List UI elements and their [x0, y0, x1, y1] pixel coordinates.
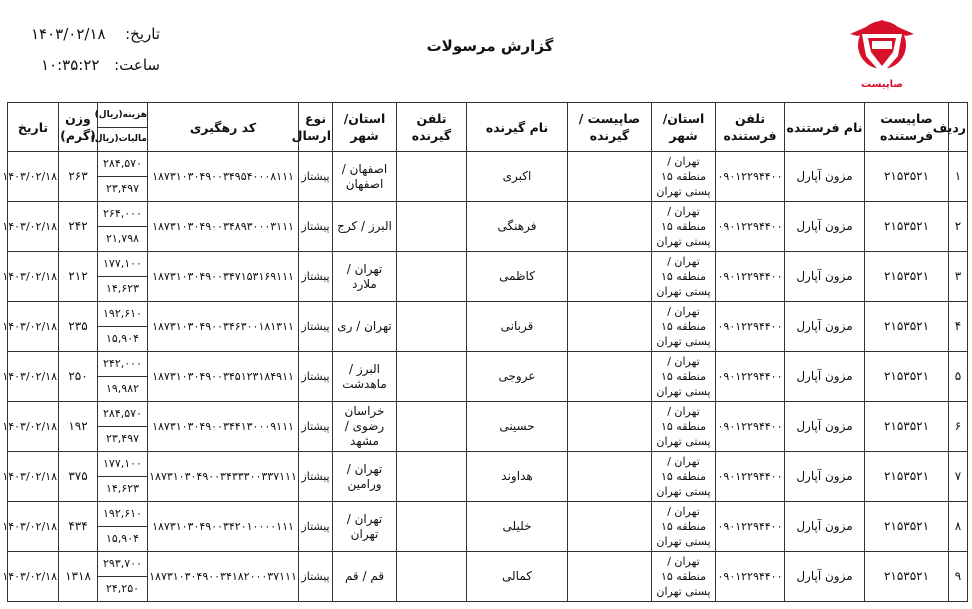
col-receiver-sapist: صاپیست / گیرنده: [568, 103, 652, 152]
page-title: گزارش مرسولات: [426, 37, 554, 55]
cell-receiver-name: خلیلی: [467, 502, 568, 552]
cell-cost-value: ۱۹۲,۶۱۰: [98, 502, 147, 527]
table-row: [8, 302, 968, 352]
cell-tax-value: ۲۳,۴۹۷: [105, 432, 140, 445]
cell-receiver-sapist: [568, 252, 652, 302]
cell-sender-city: تهران / منطقه ۱۵ پستی تهران: [652, 302, 716, 352]
cell-tax-value: ۲۳,۴۹۷: [105, 182, 140, 195]
cell-receiver-phone: [397, 202, 467, 252]
cell-tax-value: ۲۱,۷۹۸: [105, 232, 140, 245]
cell-receiver-city: البرز / کرج: [333, 202, 397, 252]
sapist-logo-icon: [846, 12, 918, 104]
cell-receiver-city: اصفهان / اصفهان: [333, 152, 397, 202]
cell-send-type: پیشتاز: [299, 452, 333, 502]
cell-date: ۱۴۰۳/۰۲/۱۸: [8, 152, 59, 202]
time-label: ساعت:: [114, 56, 160, 74]
cell-weight: ۲۵۰: [59, 352, 98, 402]
col-receiver-phone: تلفن گیرنده: [397, 103, 467, 152]
cell-send-type: پیشتاز: [299, 552, 333, 602]
cell-receiver-name: اکبری: [467, 152, 568, 202]
cell-receiver-phone: [397, 452, 467, 502]
cell-cost: [98, 202, 148, 252]
cell-sender-phone: ۰۹۰۱۲۲۹۴۴۰۰: [716, 502, 785, 552]
date-value: ۱۴۰۳/۰۲/۱۸: [31, 25, 106, 43]
cell-tax-value: ۱۴,۶۲۳: [105, 282, 140, 295]
cell-cost: [98, 152, 148, 202]
cell-sender-name: مزون آپارل: [785, 502, 865, 552]
cell-cost-value: ۲۹۳,۷۰۰: [98, 552, 147, 577]
cell-receiver-city: تهران / ورامین: [333, 452, 397, 502]
table-row: [8, 202, 968, 252]
cell-tracking-code: ۱۸۷۳۱۰۳۰۴۹۰۰۳۴۶۳۰۰۱۸۱۳۱۱: [148, 302, 299, 352]
cell-tracking-code: ۱۸۷۳۱۰۳۰۴۹۰۰۳۴۸۹۳۰۰۰۳۱۱۱: [148, 202, 299, 252]
cell-sender-sapist: ۲۱۵۳۵۲۱: [865, 152, 949, 202]
cell-receiver-phone: [397, 252, 467, 302]
col-sender-city: استان/ شهر: [652, 103, 716, 152]
cell-receiver-phone: [397, 402, 467, 452]
cell-receiver-name: قربانی: [467, 302, 568, 352]
cell-receiver-phone: [397, 352, 467, 402]
cell-weight: ۴۳۴: [59, 502, 98, 552]
cell-weight: ۱۳۱۸: [59, 552, 98, 602]
cell-cost-value: ۱۷۷,۱۰۰: [98, 452, 147, 477]
cell-receiver-name: حسینی: [467, 402, 568, 452]
table-row: [8, 152, 968, 202]
cell-sender-sapist: ۲۱۵۳۵۲۱: [865, 502, 949, 552]
cell-sender-name: مزون آپارل: [785, 202, 865, 252]
cell-sender-city: تهران / منطقه ۱۵ پستی تهران: [652, 552, 716, 602]
cell-sender-city: تهران / منطقه ۱۵ پستی تهران: [652, 152, 716, 202]
cell-row-number: ۶: [949, 402, 968, 452]
cell-receiver-name: کمالی: [467, 552, 568, 602]
cell-sender-name: مزون آپارل: [785, 302, 865, 352]
cell-row-number: ۹: [949, 552, 968, 602]
cell-receiver-phone: [397, 502, 467, 552]
cell-receiver-name: فرهنگی: [467, 202, 568, 252]
cell-sender-phone: ۰۹۰۱۲۲۹۴۴۰۰: [716, 352, 785, 402]
cell-row-number: ۴: [949, 302, 968, 352]
logo-text: صاپیست: [860, 79, 904, 90]
cell-receiver-city: قم / قم: [333, 552, 397, 602]
cell-cost: [98, 252, 148, 302]
cell-receiver-name: کاظمی: [467, 252, 568, 302]
col-send-type: نوع ارسال: [299, 103, 333, 152]
cell-receiver-sapist: [568, 452, 652, 502]
cell-cost: [98, 452, 148, 502]
col-weight: وزن (گرم): [59, 103, 98, 152]
cell-tracking-code: ۱۸۷۳۱۰۳۰۴۹۰۰۳۴۲۰۱۰۰۰۰۱۱۱: [148, 502, 299, 552]
cell-sender-name: مزون آپارل: [785, 152, 865, 202]
table-row: [8, 252, 968, 302]
cell-tracking-code: ۱۸۷۳۱۰۳۰۴۹۰۰۳۴۱۸۲۰۰۰۳۷۱۱۱: [148, 552, 299, 602]
cell-send-type: پیشتاز: [299, 202, 333, 252]
time-value: ۱۰:۳۵:۲۲: [41, 56, 100, 74]
cell-sender-city: تهران / منطقه ۱۵ پستی تهران: [652, 452, 716, 502]
table-header-row: [8, 103, 968, 152]
cell-sender-sapist: ۲۱۵۳۵۲۱: [865, 552, 949, 602]
cell-date: ۱۴۰۳/۰۲/۱۸: [8, 202, 59, 252]
cell-sender-name: مزون آپارل: [785, 552, 865, 602]
cell-receiver-name: عروجی: [467, 352, 568, 402]
cell-receiver-sapist: [568, 352, 652, 402]
cell-tracking-code: ۱۸۷۳۱۰۳۰۴۹۰۰۳۴۷۱۵۳۱۶۹۱۱۱: [148, 252, 299, 302]
cell-sender-name: مزون آپارل: [785, 352, 865, 402]
shipments-table: [2, 102, 968, 602]
cell-receiver-sapist: [568, 202, 652, 252]
cell-receiver-sapist: [568, 552, 652, 602]
cell-receiver-sapist: [568, 502, 652, 552]
cell-tracking-code: ۱۸۷۳۱۰۳۰۴۹۰۰۳۴۹۵۴۰۰۰۸۱۱۱: [148, 152, 299, 202]
cell-date: ۱۴۰۳/۰۲/۱۸: [8, 402, 59, 452]
cell-cost: [98, 302, 148, 352]
cell-sender-phone: ۰۹۰۱۲۲۹۴۴۰۰: [716, 402, 785, 452]
cell-tax-value: ۱۵,۹۰۴: [105, 332, 140, 345]
cell-weight: ۲۶۳: [59, 152, 98, 202]
cell-receiver-phone: [397, 302, 467, 352]
cell-sender-sapist: ۲۱۵۳۵۲۱: [865, 402, 949, 452]
cell-weight: ۲۴۲: [59, 202, 98, 252]
cell-sender-city: تهران / منطقه ۱۵ پستی تهران: [652, 202, 716, 252]
cell-sender-phone: ۰۹۰۱۲۲۹۴۴۰۰: [716, 302, 785, 352]
cell-receiver-sapist: [568, 152, 652, 202]
cell-sender-phone: ۰۹۰۱۲۲۹۴۴۰۰: [716, 452, 785, 502]
cell-date: ۱۴۰۳/۰۲/۱۸: [8, 352, 59, 402]
col-cost-label: هزینه(ریال): [98, 104, 147, 128]
col-sender-sapist: صاپیست فرستنده: [865, 103, 949, 152]
cell-sender-sapist: ۲۱۵۳۵۲۱: [865, 452, 949, 502]
cell-row-number: ۷: [949, 452, 968, 502]
col-sender-phone: تلفن فرستنده: [716, 103, 785, 152]
cell-receiver-phone: [397, 152, 467, 202]
cell-send-type: پیشتاز: [299, 402, 333, 452]
col-receiver-city: استان/ شهر: [333, 103, 397, 152]
cell-cost-value: ۲۸۴,۵۷۰: [98, 402, 147, 427]
cell-send-type: پیشتاز: [299, 252, 333, 302]
cell-sender-sapist: ۲۱۵۳۵۲۱: [865, 252, 949, 302]
cell-receiver-sapist: [568, 402, 652, 452]
cell-date: ۱۴۰۳/۰۲/۱۸: [8, 252, 59, 302]
col-date: تاریخ: [8, 103, 59, 152]
col-row: ردیف: [949, 103, 968, 152]
cell-sender-city: تهران / منطقه ۱۵ پستی تهران: [652, 402, 716, 452]
table-row: [8, 502, 968, 552]
cell-cost: [98, 352, 148, 402]
cell-sender-name: مزون آپارل: [785, 402, 865, 452]
cell-receiver-sapist: [568, 302, 652, 352]
cell-row-number: ۸: [949, 502, 968, 552]
cell-date: ۱۴۰۳/۰۲/۱۸: [8, 552, 59, 602]
cell-receiver-city: تهران / ملارد: [333, 252, 397, 302]
cell-receiver-city: تهران / تهران: [333, 502, 397, 552]
cell-cost-value: ۱۷۷,۱۰۰: [98, 252, 147, 277]
date-label: تاریخ:: [125, 25, 160, 43]
table-row: [8, 402, 968, 452]
cell-row-number: ۳: [949, 252, 968, 302]
table-row: [8, 352, 968, 402]
col-tax-label: مالیات(ریال): [90, 133, 147, 144]
cell-date: ۱۴۰۳/۰۲/۱۸: [8, 452, 59, 502]
cell-sender-city: تهران / منطقه ۱۵ پستی تهران: [652, 502, 716, 552]
cell-tax-value: ۱۹,۹۸۲: [105, 382, 140, 395]
cell-sender-phone: ۰۹۰۱۲۲۹۴۴۰۰: [716, 152, 785, 202]
col-tracking: کد رهگیری: [148, 103, 299, 152]
cell-weight: ۳۷۵: [59, 452, 98, 502]
cell-cost: [98, 402, 148, 452]
table-row: [8, 452, 968, 502]
col-sender-name: نام فرستنده: [785, 103, 865, 152]
cell-sender-name: مزون آپارل: [785, 452, 865, 502]
cell-weight: ۲۱۲: [59, 252, 98, 302]
cell-send-type: پیشتاز: [299, 302, 333, 352]
cell-receiver-city: خراسان رضوی / مشهد: [333, 402, 397, 452]
cell-receiver-city: تهران / ری: [333, 302, 397, 352]
cell-tracking-code: ۱۸۷۳۱۰۳۰۴۹۰۰۳۴۵۱۲۳۱۸۴۹۱۱: [148, 352, 299, 402]
cell-date: ۱۴۰۳/۰۲/۱۸: [8, 502, 59, 552]
cell-tracking-code: ۱۸۷۳۱۰۳۰۴۹۰۰۳۴۳۳۳۰۰۳۳۷۱۱۱: [148, 452, 299, 502]
cell-tax-value: ۱۴,۶۲۳: [105, 482, 140, 495]
col-receiver-name: نام گیرنده: [467, 103, 568, 152]
cell-tracking-code: ۱۸۷۳۱۰۳۰۴۹۰۰۳۴۴۱۳۰۰۰۹۱۱۱: [148, 402, 299, 452]
cell-sender-phone: ۰۹۰۱۲۲۹۴۴۰۰: [716, 252, 785, 302]
cell-cost-value: ۲۴۲,۰۰۰: [98, 352, 147, 377]
cell-row-number: ۵: [949, 352, 968, 402]
cell-cost-value: ۲۸۴,۵۷۰: [98, 152, 147, 177]
cell-cost: [98, 502, 148, 552]
cell-receiver-name: هداوند: [467, 452, 568, 502]
cell-sender-sapist: ۲۱۵۳۵۲۱: [865, 202, 949, 252]
cell-cost-value: ۱۹۲,۶۱۰: [98, 302, 147, 327]
cell-send-type: پیشتاز: [299, 352, 333, 402]
cell-date: ۱۴۰۳/۰۲/۱۸: [8, 302, 59, 352]
cell-cost-value: ۲۶۴,۰۰۰: [98, 202, 147, 227]
cell-sender-city: تهران / منطقه ۱۵ پستی تهران: [652, 252, 716, 302]
cell-receiver-phone: [397, 552, 467, 602]
cell-row-number: ۲: [949, 202, 968, 252]
table-row: [8, 552, 968, 602]
cell-tax-value: ۲۴,۲۵۰: [105, 582, 140, 595]
cell-weight: ۱۹۲: [59, 402, 98, 452]
cell-sender-phone: ۰۹۰۱۲۲۹۴۴۰۰: [716, 552, 785, 602]
cell-tax-value: ۱۵,۹۰۴: [105, 532, 140, 545]
cell-sender-sapist: ۲۱۵۳۵۲۱: [865, 302, 949, 352]
cell-cost: [98, 552, 148, 602]
cell-sender-phone: ۰۹۰۱۲۲۹۴۴۰۰: [716, 202, 785, 252]
col-cost: [90, 103, 148, 152]
cell-sender-sapist: ۲۱۵۳۵۲۱: [865, 352, 949, 402]
cell-sender-city: تهران / منطقه ۱۵ پستی تهران: [652, 352, 716, 402]
cell-row-number: ۱: [949, 152, 968, 202]
cell-receiver-city: البرز / ماهدشت: [333, 352, 397, 402]
cell-send-type: پیشتاز: [299, 502, 333, 552]
cell-weight: ۲۳۵: [59, 302, 98, 352]
report-header: [0, 0, 972, 100]
cell-sender-name: مزون آپارل: [785, 252, 865, 302]
cell-send-type: پیشتاز: [299, 152, 333, 202]
